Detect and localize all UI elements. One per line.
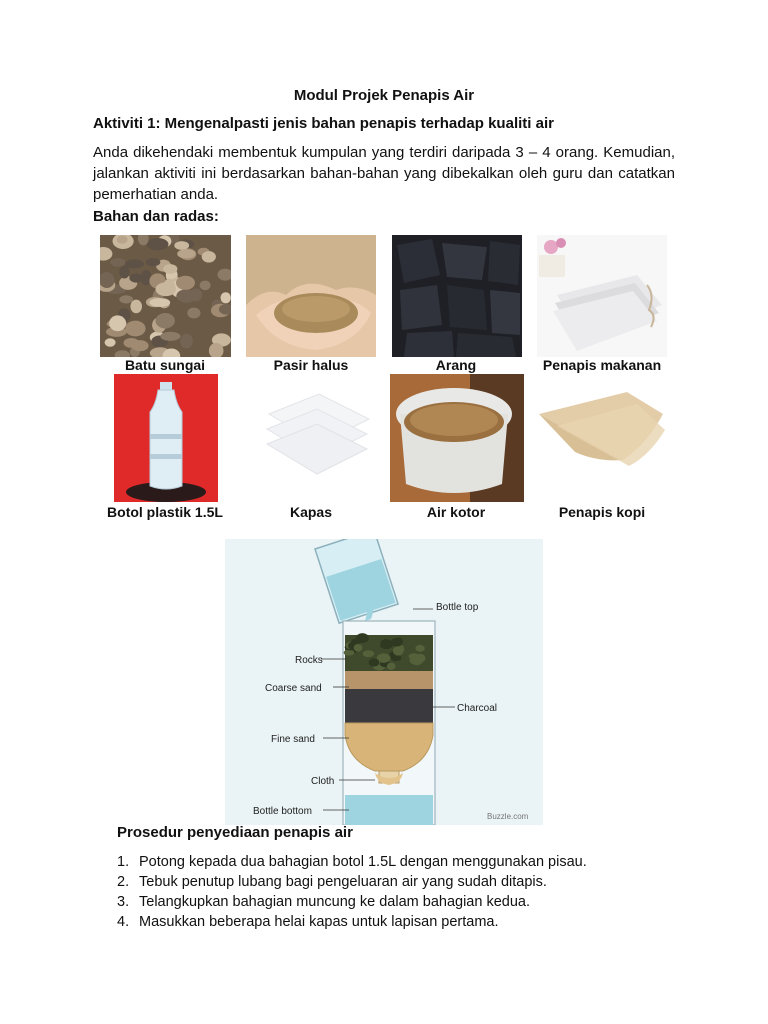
caption-cotton: Kapas xyxy=(289,504,333,520)
charcoal-photo xyxy=(392,235,522,357)
food-filter-photo xyxy=(537,235,667,357)
caption-dirty-water: Air kotor xyxy=(426,504,486,520)
coffee-filter-photo xyxy=(537,374,667,502)
dirty-water-photo xyxy=(390,374,524,502)
list-item: 3. Telangkupkan bahagian muncung ke dalam bahagian kedua. xyxy=(117,894,530,910)
procedure-list xyxy=(117,852,587,932)
caption-coffee-filter: Penapis kopi xyxy=(558,504,646,520)
label-bottle-bottom: Bottle bottom xyxy=(253,806,312,817)
intro-paragraph: Anda dikehendaki membentuk kumpulan yang terdiri daripada 3 – 4 orang. Kemudian, jalankan aktiviti ini berdasarkan bahan-bahan yang dibekalkan oleh guru dan catatkan pemerhatian anda. xyxy=(93,144,675,203)
list-item: 4. Masukkan beberapa helai kapas untuk lapisan pertama. xyxy=(117,914,499,930)
river-stones-photo xyxy=(100,235,231,357)
label-fine-sand: Fine sand xyxy=(271,734,315,745)
label-cloth: Cloth xyxy=(311,776,335,787)
caption-fine-sand: Pasir halus xyxy=(273,357,349,373)
label-bottle-top: Bottle top xyxy=(436,602,479,613)
cotton-photo xyxy=(259,374,375,502)
label-charcoal: Charcoal xyxy=(457,703,498,714)
plastic-bottle-photo xyxy=(114,374,218,502)
list-item: 2. Tebuk penutup lubang bagi pengeluaran air yang sudah ditapis. xyxy=(117,874,547,890)
label-coarse-sand: Coarse sand xyxy=(265,683,322,694)
list-item: 1. Potong kepada dua bahagian botol 1.5L dengan menggunakan pisau. xyxy=(117,854,587,870)
water-filter-diagram xyxy=(225,539,543,825)
caption-charcoal: Arang xyxy=(435,357,477,373)
caption-food-filter: Penapis makanan xyxy=(542,357,662,373)
activity-heading: Aktiviti 1: Mengenalpasti jenis bahan penapis terhadap kualiti air xyxy=(93,115,554,132)
label-rocks: Rocks xyxy=(295,655,323,666)
caption-plastic-bottle: Botol plastik 1.5L xyxy=(107,504,223,520)
fine-sand-photo xyxy=(246,235,376,357)
materials-heading: Bahan dan radas: xyxy=(93,208,219,225)
page-title: Modul Projek Penapis Air xyxy=(293,87,475,104)
procedure-heading: Prosedur penyediaan penapis air xyxy=(117,824,353,841)
caption-river-stones: Batu sungai xyxy=(124,357,206,373)
label-credit: Buzzle.com xyxy=(487,812,529,821)
